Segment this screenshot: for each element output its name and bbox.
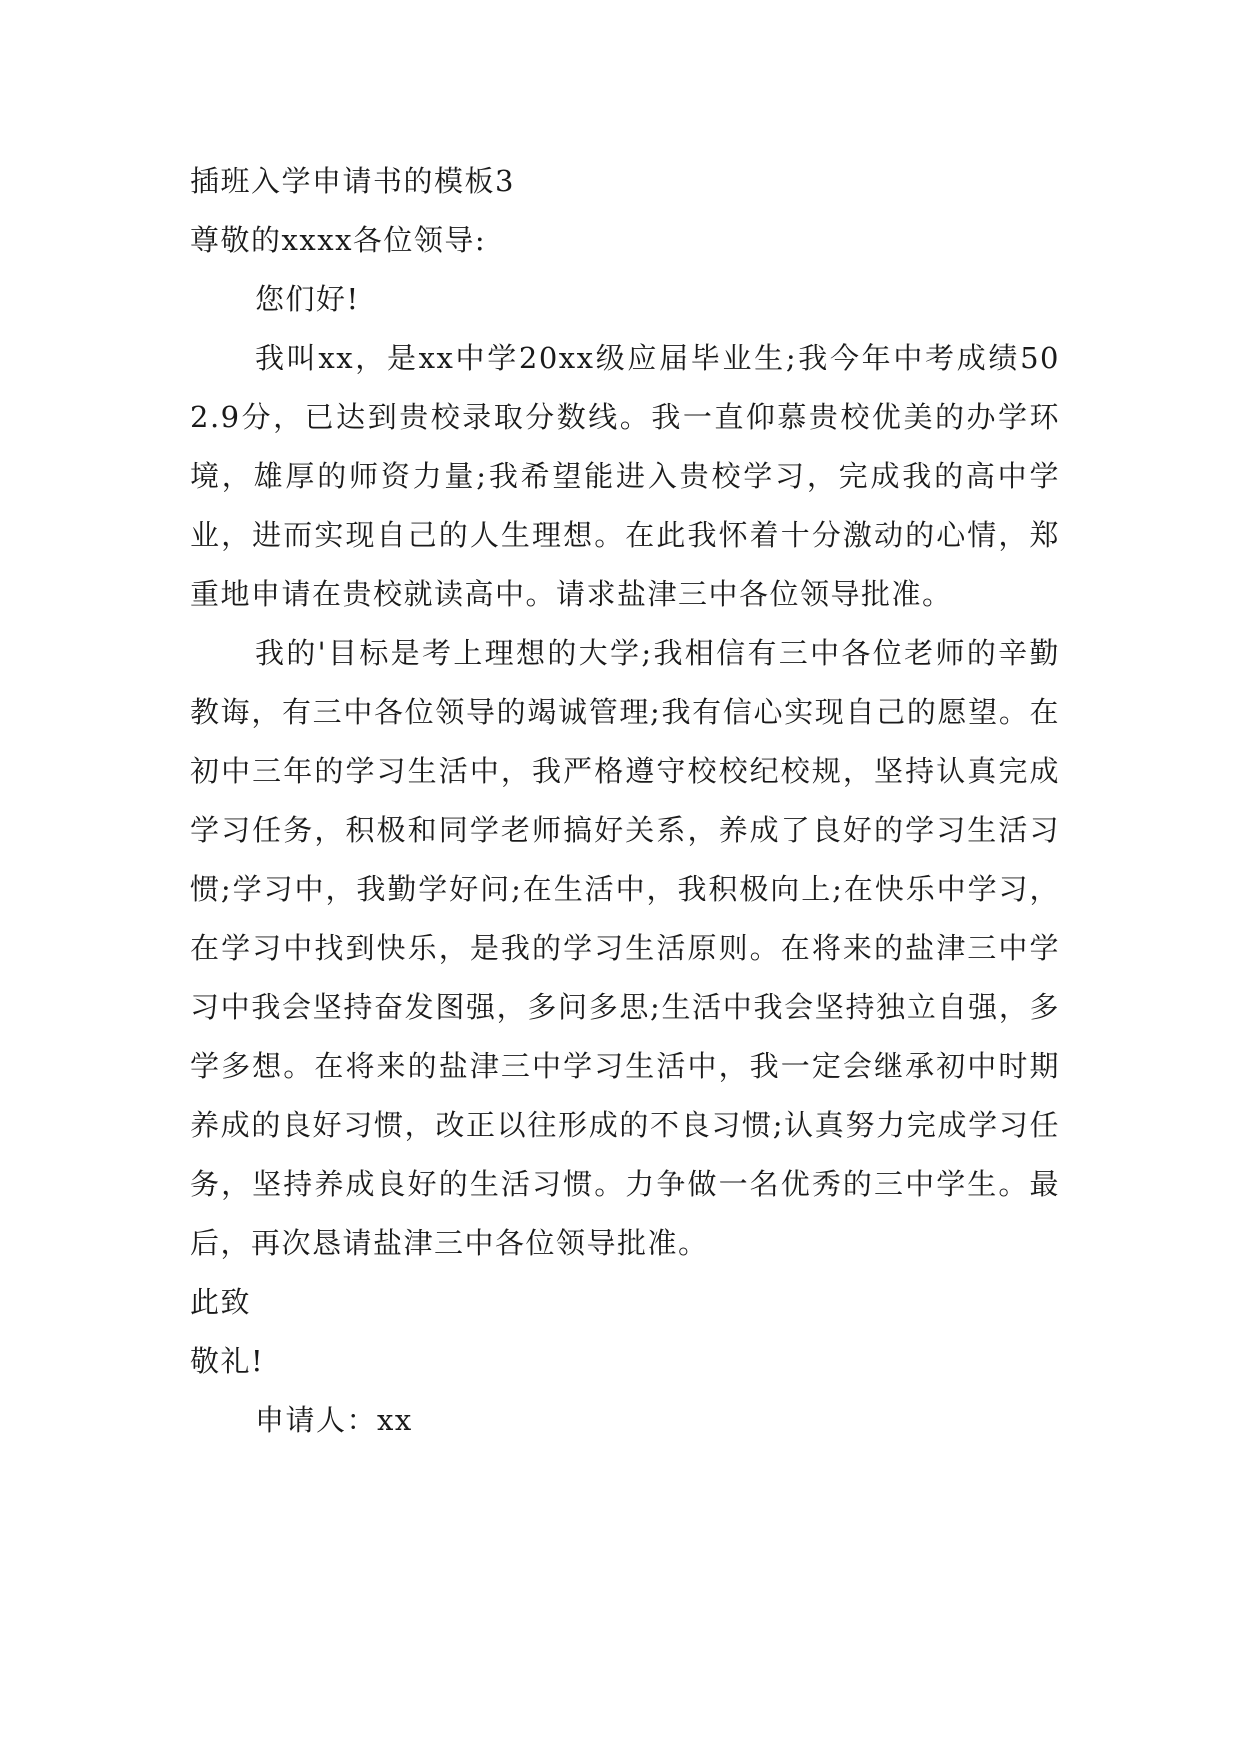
document-title: 插班入学申请书的模板3	[190, 164, 515, 198]
closing-line-2: 敬礼!	[190, 1344, 265, 1378]
salutation: 尊敬的xxxx各位领导:	[190, 223, 487, 257]
greeting: 您们好!	[255, 282, 360, 316]
letter-body	[190, 152, 1060, 1450]
signature: 申请人：xx	[255, 1403, 413, 1437]
body-paragraph-1: 我叫xx，是xx中学20xx级应届毕业生;我今年中考成绩502.9分，已达到贵校录取分数线。我一直仰慕贵校优美的办学环境，雄厚的师资力量;我希望能进入贵校学习，完成我的高中学业，进而实现自己的人生理想。在此我怀着十分激动的心情，郑重地申请在贵校就读高中。请求盐津三中各位领导批准。	[190, 341, 1060, 611]
body-paragraph-2: 我的'目标是考上理想的大学;我相信有三中各位老师的辛勤教诲，有三中各位领导的竭诚管理;我有信心实现自己的愿望。在初中三年的学习生活中，我严格遵守校校纪校规，坚持认真完成学习任务，积极和同学老师搞好关系，养成了良好的学习生活习惯;学习中，我勤学好问;在生活中，我积极向上;在快乐中学习，在学习中找到快乐，是我的学习生活原则。在将来的盐津三中学习中我会坚持奋发图强，多问多思;生活中我会坚持独立自强，多学多想。在将来的盐津三中学习生活中，我一定会继承初中时期养成的良好习惯，改正以往形成的不良习惯;认真努力完成学习任务，坚持养成良好的生活习惯。力争做一名优秀的三中学生。最后，再次恳请盐津三中各位领导批准。	[190, 636, 1060, 1260]
closing-line-1: 此致	[190, 1285, 252, 1319]
